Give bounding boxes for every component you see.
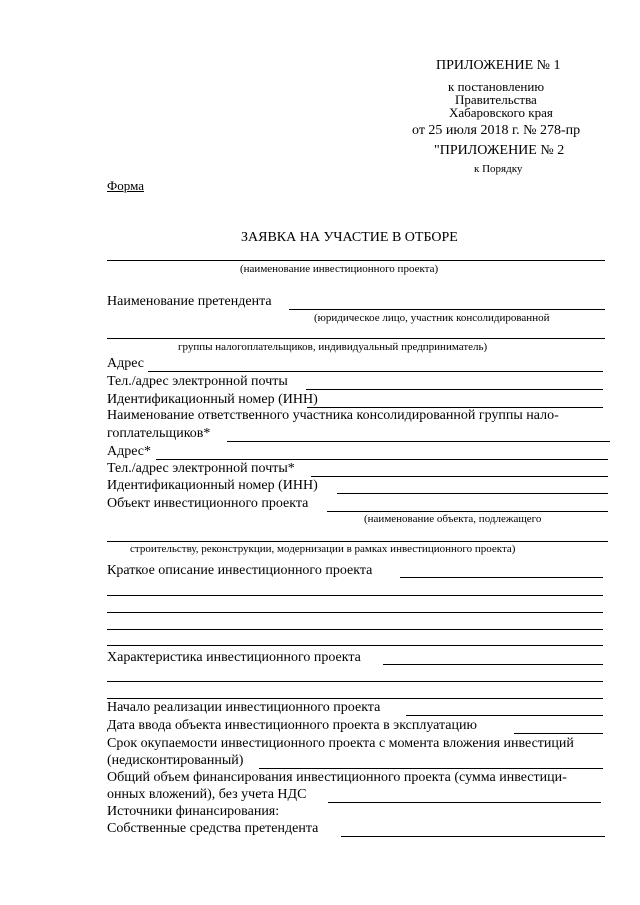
region: Хабаровского края [449, 105, 553, 120]
address-line [148, 371, 603, 372]
object-hint-2: строительству, реконструкции, модернизации в рамках инвестиционного проекта) [130, 543, 516, 555]
payback-label-2: (недисконтированный) [107, 753, 244, 768]
appendix-title: ПРИЛОЖЕНИЕ № 1 [436, 58, 561, 73]
applicant-hint-1: (юридическое лицо, участник консолидированной [314, 312, 550, 324]
own-funds-label: Собственные средства претендента [107, 821, 319, 836]
short-description-line-5 [107, 645, 603, 646]
start-line [406, 715, 603, 716]
phone-email-line [306, 389, 603, 390]
to-decree: к постановлению [448, 79, 545, 94]
decree-date-number: от 25 июля 2018 г. № 278-пр [412, 123, 581, 138]
characteristics-line [383, 664, 603, 665]
applicant-hint-2: группы налогоплательщиков, индивидуальный предприниматель) [178, 341, 488, 353]
project-name-line [107, 260, 605, 261]
applicant-line [289, 309, 605, 310]
characteristics-line-2 [107, 681, 603, 682]
to-order: к Порядку [474, 163, 523, 175]
page-title: ЗАЯВКА НА УЧАСТИЕ В ОТБОРЕ [241, 230, 458, 245]
characteristics-line-3 [107, 698, 603, 699]
address-label: Адрес [107, 356, 145, 371]
financing-total-line [328, 802, 601, 803]
short-description-line [400, 577, 603, 578]
responsible-phone-email-label: Тел./адрес электронной почты* [107, 461, 295, 476]
financing-total-label-1: Общий объем финансирования инвестиционного проекта (сумма инвестици- [107, 770, 567, 785]
financing-total-label-2: онных вложений), без учета НДС [107, 787, 307, 802]
responsible-line [227, 441, 610, 442]
form-label: Форма [107, 178, 144, 193]
characteristics-label: Характеристика инвестиционного проекта [107, 650, 361, 665]
short-description-line-4 [107, 629, 603, 630]
responsible-label-1: Наименование ответственного участника консолидированной группы нало- [107, 408, 559, 423]
start-label: Начало реализации инвестиционного проекта [107, 700, 381, 715]
applicant-line-2 [107, 338, 605, 339]
object-hint-1: (наименование объекта, подлежащего [364, 513, 542, 525]
object-line-2 [107, 541, 608, 542]
applicant-label: Наименование претендента [107, 294, 272, 309]
responsible-inn-label: Идентификационный номер (ИНН) [107, 478, 318, 493]
payback-line [259, 768, 603, 769]
object-line [327, 511, 608, 512]
own-funds-line [341, 836, 605, 837]
short-description-line-2 [107, 595, 603, 596]
responsible-phone-email-line [311, 476, 608, 477]
phone-email-label: Тел./адрес электронной почты [107, 374, 288, 389]
government: Правительства [455, 92, 537, 107]
short-description-label: Краткое описание инвестиционного проекта [107, 563, 373, 578]
payback-label-1: Срок окупаемости инвестиционного проекта с момента вложения инвестиций [107, 736, 574, 751]
responsible-inn-line [337, 493, 608, 494]
appendix-2-title: "ПРИЛОЖЕНИЕ № 2 [434, 143, 565, 158]
commissioning-line [514, 733, 603, 734]
object-label: Объект инвестиционного проекта [107, 496, 309, 511]
responsible-label-2: гоплательщиков* [107, 426, 211, 441]
project-name-hint: (наименование инвестиционного проекта) [240, 263, 439, 275]
responsible-address-line [156, 459, 608, 460]
inn-label: Идентификационный номер (ИНН) [107, 392, 318, 407]
responsible-address-label: Адрес* [107, 444, 152, 459]
short-description-line-3 [107, 612, 603, 613]
sources-label: Источники финансирования: [107, 804, 280, 819]
commissioning-label: Дата ввода объекта инвестиционного проекта в эксплуатацию [107, 718, 477, 733]
